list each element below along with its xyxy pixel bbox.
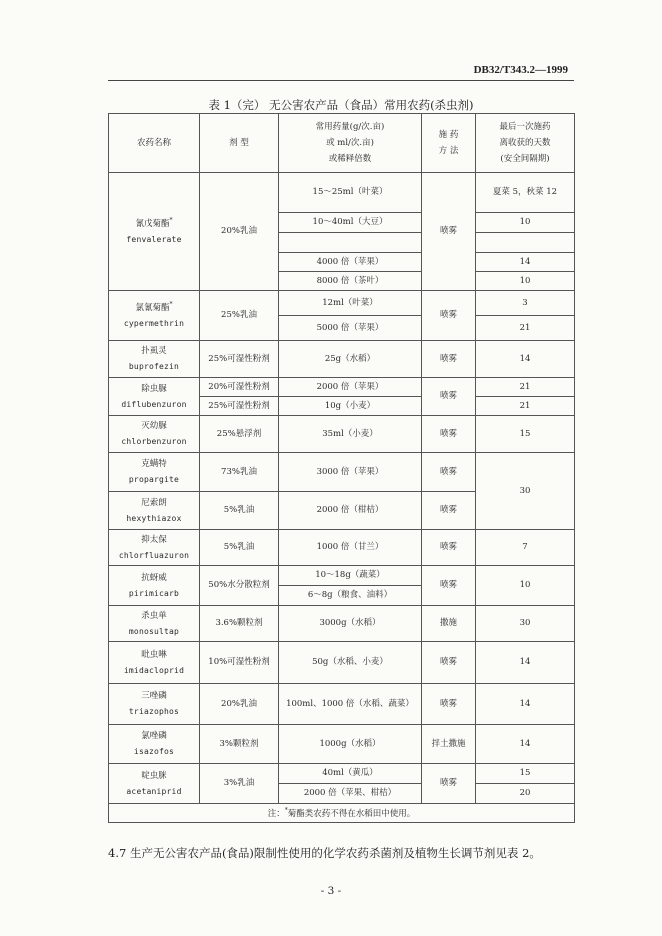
pesticide-name-en: hexythiazox (126, 513, 182, 523)
restriction-mark: * (169, 217, 173, 225)
header-method (422, 114, 476, 173)
interval-cell: 15 (476, 416, 575, 453)
pesticide-name-en: propargite (128, 475, 180, 485)
method-cell: 喷雾 (422, 642, 476, 684)
header-method-line: 方 法 (438, 146, 459, 156)
interval-cell: 14 (476, 341, 575, 378)
header-interval-line: (安全间隔期) (500, 154, 550, 165)
pesticide-name-cn: 氯唑磷 (141, 731, 167, 742)
formulation-cell: 50%水分散粒剂 (200, 566, 279, 606)
table-row (109, 173, 575, 213)
table-row (109, 566, 575, 586)
pesticide-name-cn: 啶虫脒 (141, 770, 167, 781)
standard-code: DB32/T343.2—1999 (473, 64, 568, 76)
table-caption: 表 1（完） 无公害农产品（食品）常用农药(杀虫剂) (208, 98, 474, 112)
pesticide-name-en: monosultap (128, 626, 180, 636)
header-dosage-line: 或 ml/次.亩) (326, 137, 374, 148)
formulation-cell: 25%可湿性粉剂 (200, 341, 279, 378)
formulation-cell: 25%可湿性粉剂 (200, 397, 279, 416)
pesticide-name-en: triazophos (128, 707, 180, 717)
interval-cell: 10 (476, 213, 575, 233)
interval-cell: 3 (476, 291, 575, 316)
dosage-cell: 8000 倍（茶叶） (279, 272, 422, 291)
table-row (109, 642, 575, 684)
dosage-cell: 2000 倍（苹果、柑桔） (279, 784, 422, 804)
interval-cell: 夏菜 5，秋菜 12 (476, 173, 575, 213)
page-number: - 3 - (320, 885, 342, 897)
dosage-cell: 100ml、1000 倍（水稻、蔬菜） (279, 684, 422, 725)
header-formulation: 剂 型 (200, 114, 279, 173)
header-method-line: 施 药 (438, 129, 459, 140)
pesticide-name-en: chlorfluazuron (118, 550, 190, 560)
note-prefix: 注： (267, 808, 285, 819)
formulation-cell: 25%悬浮剂 (200, 416, 279, 453)
pesticide-name-cell (109, 378, 200, 416)
dosage-cell: 4000 倍（苹果） (279, 253, 422, 272)
method-cell: 喷雾 (422, 530, 476, 566)
method-cell: 喷雾 (422, 378, 476, 416)
pesticide-name-en: pirimicarb (128, 588, 180, 598)
table-header-row (109, 114, 575, 173)
method-cell: 喷雾 (422, 764, 476, 804)
dosage-cell: 1000g（水稻） (279, 725, 422, 764)
pesticide-name-cn: 除虫脲 (141, 383, 167, 394)
pesticide-name-cell (109, 492, 200, 530)
formulation-cell: 10%可湿性粉剂 (200, 642, 279, 684)
method-cell: 喷雾 (422, 566, 476, 606)
pesticide-name-cell (109, 684, 200, 725)
pesticide-name-cell (109, 606, 200, 642)
method-cell: 喷雾 (422, 453, 476, 492)
dosage-cell: 10g（小麦） (279, 397, 422, 416)
table-row (109, 378, 575, 397)
method-cell: 喷雾 (422, 341, 476, 378)
formulation-cell: 73%乳油 (200, 453, 279, 492)
header-dosage-line: 常用药量(g/次.亩) (315, 121, 385, 132)
table-row (109, 453, 575, 492)
table-row (109, 606, 575, 642)
pesticide-name-en: cypermethrin (123, 319, 185, 329)
pesticide-name-cell (109, 416, 200, 453)
pesticide-name-en: buprofezin (128, 362, 180, 372)
header-rule (108, 80, 574, 81)
formulation-cell: 5%乳油 (200, 530, 279, 566)
interval-cell: 30 (476, 453, 575, 530)
method-cell: 撒施 (422, 606, 476, 642)
method-cell: 喷雾 (422, 416, 476, 453)
dosage-cell: 2000 倍（苹果） (279, 378, 422, 397)
header-dosage-line: 或稀释倍数 (328, 154, 372, 165)
interval-cell: 14 (476, 725, 575, 764)
interval-cell: 14 (476, 253, 575, 272)
dosage-cell: 10～18g（蔬菜） (279, 566, 422, 586)
dosage-cell: 15～25ml（叶菜） (279, 173, 422, 213)
pesticide-name-cn: 三唑磷 (141, 691, 167, 702)
dosage-cell: 3000 倍（苹果） (279, 453, 422, 492)
table-row (109, 725, 575, 764)
pesticide-name-cn: 扑虱灵 (141, 346, 167, 357)
dosage-cell: 35ml（小麦） (279, 416, 422, 453)
pesticide-name-cell (109, 530, 200, 566)
table-row (109, 341, 575, 378)
footer-paragraph: 4.7 生产无公害农产品(食品)限制性使用的化学农药杀菌剂及植物生长调节剂见表 2。 (108, 846, 541, 860)
method-cell: 喷雾 (422, 291, 476, 341)
formulation-cell: 3%颗粒剂 (200, 725, 279, 764)
table-row (109, 684, 575, 725)
pesticide-name-cn: 灭幼脲 (141, 421, 167, 432)
pesticide-name-cn: 吡虫啉 (141, 649, 167, 660)
formulation-cell: 3.6%颗粒剂 (200, 606, 279, 642)
pesticide-name-cn: 克螨特 (141, 459, 167, 470)
pesticide-name-cn: 抑太保 (141, 534, 167, 545)
dosage-cell: 10～40ml（大豆） (279, 213, 422, 233)
interval-cell: 21 (476, 316, 575, 341)
table-row (109, 291, 575, 316)
interval-cell: 30 (476, 606, 575, 642)
formulation-cell: 25%乳油 (200, 291, 279, 341)
method-cell: 喷雾 (422, 173, 476, 291)
dosage-cell: 1000 倍（甘兰） (279, 530, 422, 566)
pesticide-name-cn: 抗蚜威 (141, 572, 167, 583)
pesticide-name-cell (109, 291, 200, 341)
formulation-cell: 5%乳油 (200, 492, 279, 530)
note-mark: * (284, 806, 288, 814)
interval-cell-empty (476, 233, 575, 253)
pesticide-name-cn: 氰戊菊酯 (135, 219, 170, 230)
table-row (109, 764, 575, 784)
dosage-cell: 25g（水稻） (279, 341, 422, 378)
dosage-cell: 3000g（水稻） (279, 606, 422, 642)
formulation-cell: 20%可湿性粉剂 (200, 378, 279, 397)
dosage-cell: 6～8g（粮食、油料） (279, 586, 422, 606)
pesticide-name-cell (109, 453, 200, 492)
table-row (109, 530, 575, 566)
interval-cell: 20 (476, 784, 575, 804)
pesticide-name-cell (109, 566, 200, 606)
header-interval-line: 最后一次施药 (499, 121, 551, 132)
pesticide-name-en: acetaniprid (126, 786, 182, 796)
pesticide-name-cell (109, 173, 200, 291)
formulation-cell: 20%乳油 (200, 173, 279, 291)
interval-cell: 14 (476, 684, 575, 725)
table-note (109, 804, 575, 823)
interval-cell: 21 (476, 378, 575, 397)
pesticide-name-cell (109, 642, 200, 684)
method-cell: 喷雾 (422, 492, 476, 530)
pesticide-name-en: imidacloprid (123, 665, 185, 675)
restriction-mark: * (169, 301, 173, 309)
formulation-cell: 3%乳油 (200, 764, 279, 804)
interval-cell: 21 (476, 397, 575, 416)
pesticide-name-en: diflubenzuron (121, 399, 187, 409)
header-dosage (279, 114, 422, 173)
pesticide-name-en: isazofos (133, 747, 175, 757)
method-cell: 喷雾 (422, 684, 476, 725)
interval-cell: 15 (476, 764, 575, 784)
interval-cell: 7 (476, 530, 575, 566)
interval-cell: 10 (476, 272, 575, 291)
method-cell: 拌土撒施 (422, 725, 476, 764)
table-row (109, 416, 575, 453)
dosage-cell: 12ml（叶菜） (279, 291, 422, 316)
dosage-cell: 5000 倍（苹果） (279, 316, 422, 341)
pesticide-name-cell (109, 725, 200, 764)
header-interval (476, 114, 575, 173)
dosage-cell: 2000 倍（柑桔） (279, 492, 422, 530)
interval-cell: 14 (476, 642, 575, 684)
note-text: 菊酯类农药不得在水稻田中使用。 (287, 808, 416, 819)
header-interval-line: 离收获的天数 (499, 137, 551, 148)
pesticide-name-en: fenvalerate (126, 235, 182, 245)
table-note-row (109, 804, 575, 823)
pesticide-table (108, 113, 575, 823)
pesticide-name-cn: 尼索朗 (141, 497, 167, 508)
pesticide-name-en: chlorbenzuron (121, 437, 187, 447)
pesticide-name-cell (109, 764, 200, 804)
interval-cell: 10 (476, 566, 575, 606)
pesticide-name-cn: 杀虫单 (141, 610, 167, 621)
pesticide-name-cell (109, 341, 200, 378)
pesticide-name-cn: 氯氰菊酯 (135, 303, 170, 314)
dosage-cell: 40ml（黄瓜） (279, 764, 422, 784)
dosage-cell: 50g（水稻、小麦） (279, 642, 422, 684)
formulation-cell: 20%乳油 (200, 684, 279, 725)
header-name: 农药名称 (109, 114, 200, 173)
dosage-cell-empty (279, 233, 422, 253)
